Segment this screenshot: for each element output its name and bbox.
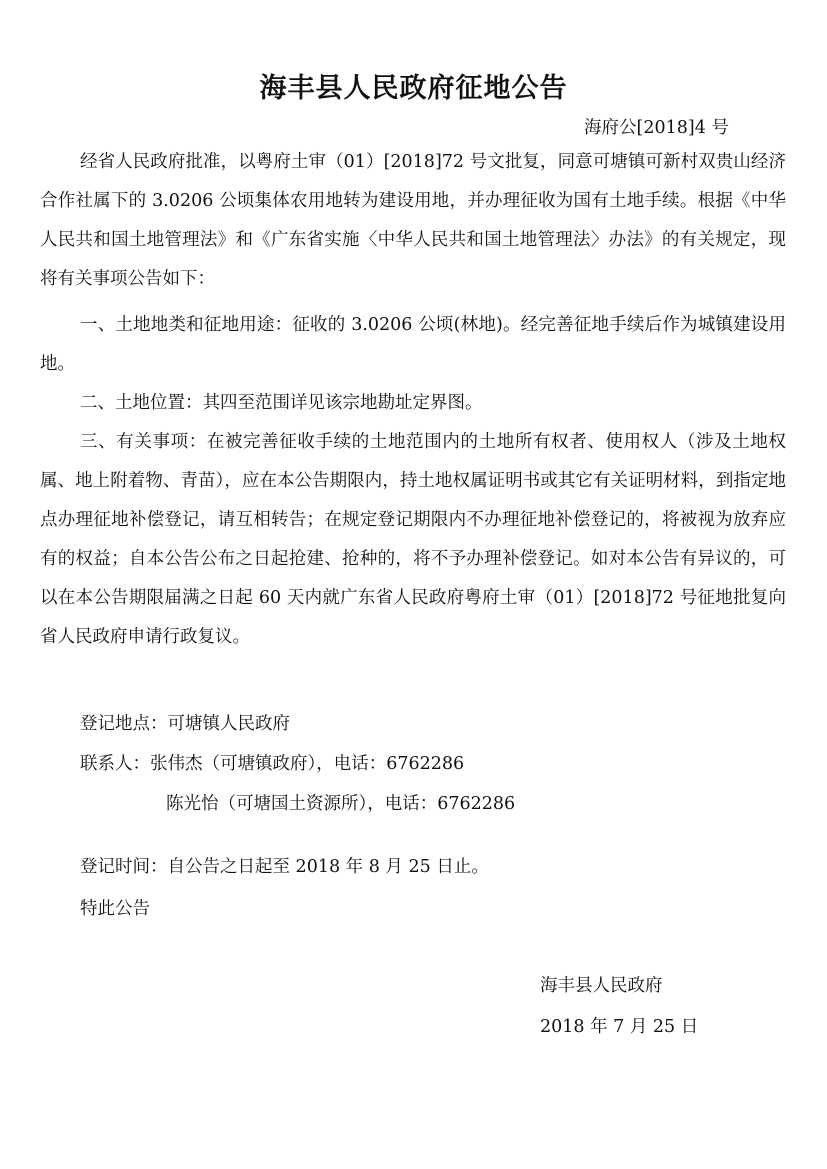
- intro-paragraph: 经省人民政府批准，以粤府土审（01）[2018]72 号文批复，同意可塘镇可新村双贵山经济合作社属下的 3.0206 公顷集体农用地转为建设用地，并办理征收为国有土地手续。根据《中华人民共和国土地管理法》和《广东省实施〈中华人民共和国土地管理法〉办法》的有关规定，现将有关事项公告如下：: [40, 152, 786, 289]
- issue-date: 2018 年 7 月 25 日: [540, 1017, 699, 1037]
- notice-title: 海丰县人民政府征地公告: [259, 73, 568, 104]
- section-land-type: 一、土地地类和征地用途：征收的 3.0206 公顷(林地)。经完善征地手续后作为城镇建设用地。: [40, 315, 786, 374]
- document-number: 海府公[2018]4 号: [584, 118, 729, 138]
- issuer-signature: 海丰县人民政府: [540, 976, 663, 996]
- registration-place: 登记地点：可塘镇人民政府: [80, 714, 290, 734]
- section-land-location: 二、土地位置：其四至范围详见该宗地勘址定界图。: [80, 393, 483, 413]
- section-related-matters: 三、有关事项：在被完善征收手续的土地范围内的土地所有权者、使用权人（涉及土地权属、地上附着物、青苗），应在本公告期限内，持土地权属证明书或其它有关证明材料，到指定地点办理征地补偿登记，请互相转告；在规定登记期限内不办理征地补偿登记的，将被视为放弃应有的权益；自本公告公布之日起抢建、抢种的，将不予办理补偿登记。如对本公告有异议的，可以在本公告期限届满之日起 60 天内就广东省人民政府粤府土审（01）[2018]72 号征地批复向省人民政府申请行政复议。: [40, 432, 786, 647]
- closing-statement: 特此公告: [80, 899, 150, 919]
- contact-person-1: 联系人：张伟杰（可塘镇政府），电话：6762286: [80, 754, 465, 774]
- contact-person-2: 陈光怡（可塘国土资源所），电话：6762286: [166, 794, 516, 814]
- registration-time: 登记时间：自公告之日起至 2018 年 8 月 25 日止。: [80, 857, 489, 877]
